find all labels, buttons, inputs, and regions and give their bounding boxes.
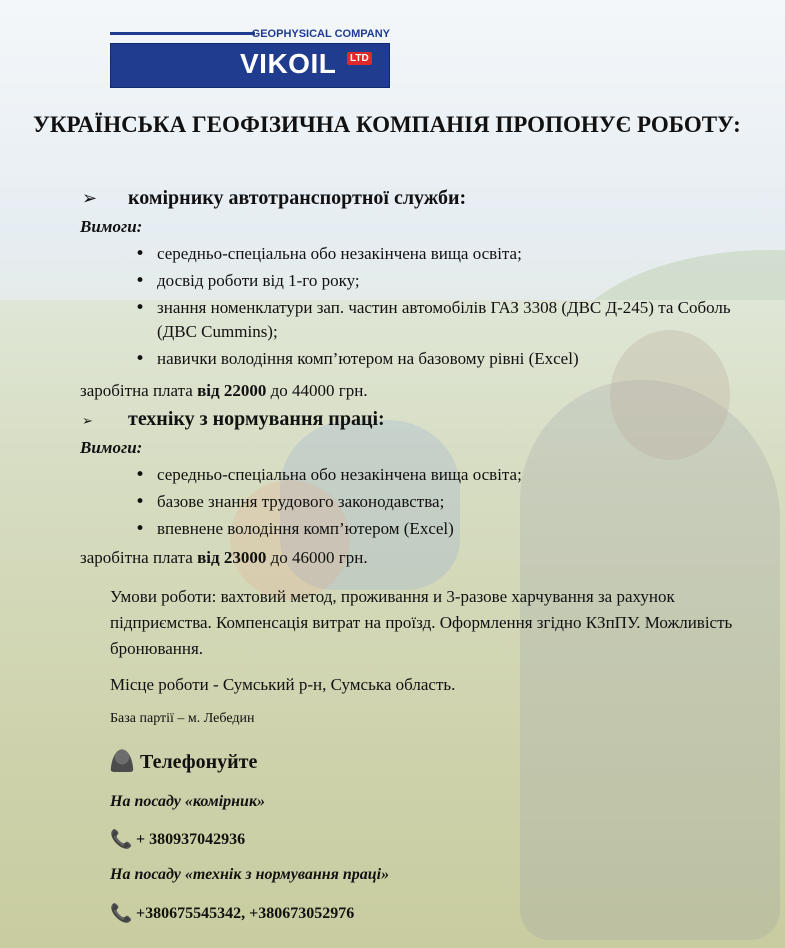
contact-post-1: На посаду «комірник» [110, 793, 266, 810]
company-logo [110, 28, 390, 88]
salary-from: від 23000 [197, 548, 267, 567]
position-2-title-text: техніку з нормування праці: [128, 408, 385, 430]
requirement-item: • середньо-спеціальна обо незакінчена вища освіта; [157, 242, 737, 266]
contact-post-2: На посаду «технік з нормування праці» [110, 866, 390, 883]
contacts-title [110, 748, 257, 774]
salary-to: до 44000 грн. [266, 381, 368, 400]
phone-number[interactable]: +380675545342, +380673052976 [136, 905, 355, 922]
salary-2 [80, 548, 368, 568]
salary-from: від 22000 [197, 381, 267, 400]
contact-phone-2[interactable] [110, 903, 354, 924]
salary-1 [80, 381, 368, 401]
requirement-item: • досвід роботи від 1-го року; [157, 269, 737, 293]
requirements-list-1 [157, 242, 737, 374]
phone-icon: 📞 [110, 829, 133, 850]
party-base: База партії – м. Лебедин [110, 711, 255, 726]
logo-name: VIKOIL [240, 48, 337, 79]
arrow-bullet-icon: ➢ [82, 188, 98, 209]
contact-phone-1[interactable] [110, 829, 245, 850]
logo-tagline: GEOPHYSICAL COMPANY [251, 28, 390, 40]
arrow-bullet-icon: ➢ [82, 414, 93, 429]
phone-number[interactable]: + 380937042936 [136, 831, 246, 848]
person-icon [110, 748, 134, 772]
contacts-title-text: Телефонуйте [140, 751, 258, 773]
requirement-item: • навички володіння комп’ютером на базовому рівні (Excel) [157, 347, 737, 371]
requirement-item: • базове знання трудового законодавства; [157, 490, 737, 514]
work-conditions: Умови роботи: вахтовий метод, проживання и 3-разове харчування за рахунок підприємства. Компенсація витрат на проїзд. Оформлення згідно КЗпПУ. Можливість бронювання. [110, 587, 733, 658]
requirements-label: Вимоги: [80, 438, 143, 457]
requirement-item: • впевнене володіння комп’ютером (Excel) [157, 517, 737, 541]
requirement-item: • знання номенклатури зап. частин автомобілів ГАЗ 3308 (ДВС Д-245) та Соболь (ДВС Cummins); [157, 296, 737, 344]
salary-prefix: заробітна плата [80, 381, 198, 400]
logo-suffix: LTD [347, 52, 372, 65]
requirements-list-2 [157, 463, 737, 544]
page-title: УКРАЇНСЬКА ГЕОФІЗИЧНА КОМПАНІЯ ПРОПОНУЄ РОБОТУ: [33, 112, 741, 137]
salary-to: до 46000 грн. [266, 548, 368, 567]
work-location: Місце роботи - Сумський р-н, Сумська область. [110, 675, 456, 694]
requirements-label: Вимоги: [80, 217, 143, 236]
position-1-title-text: комірнику автотранспортної служби: [128, 187, 467, 209]
requirement-item: • середньо-спеціальна обо незакінчена вища освіта; [157, 463, 737, 487]
phone-icon: 📞 [110, 903, 133, 924]
position-2-title [82, 408, 385, 431]
position-1-title [82, 187, 466, 210]
salary-prefix: заробітна плата [80, 548, 198, 567]
